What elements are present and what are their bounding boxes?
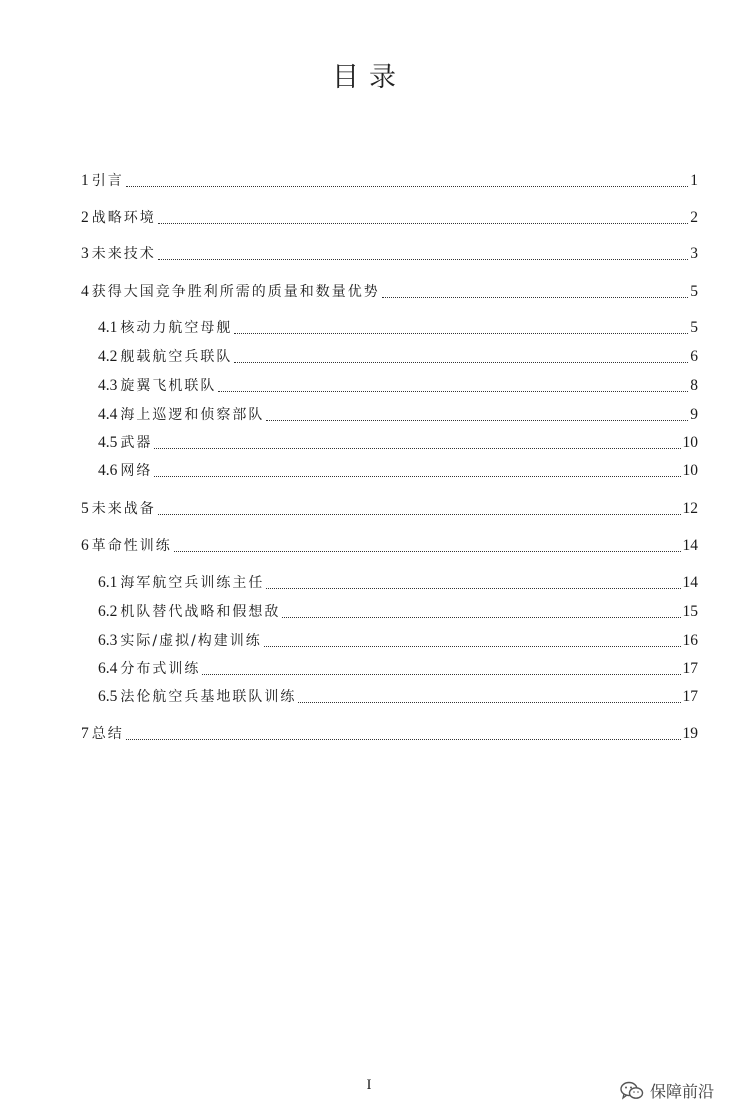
toc-dot-leader (298, 702, 680, 703)
toc-entry-page: 16 (682, 632, 698, 649)
toc-entry-page: 10 (682, 462, 698, 479)
toc-entry-number: 6.1 (98, 574, 118, 591)
toc-entry-number: 6.5 (98, 688, 118, 705)
toc-entry-page: 1 (690, 172, 698, 189)
toc-entry-title: 战略环境 (91, 210, 156, 226)
toc-entry-title: 总结 (91, 726, 124, 742)
toc-entry-number: 2 (81, 209, 89, 226)
toc-entry[interactable] (81, 535, 698, 557)
toc-entry-page: 8 (690, 377, 698, 394)
toc-entry[interactable] (98, 346, 698, 368)
toc-dot-leader (218, 391, 688, 392)
page-title: 目录 (332, 62, 406, 93)
toc-dot-leader (158, 514, 681, 515)
toc-entry[interactable] (81, 243, 698, 265)
toc-entry[interactable] (98, 630, 698, 652)
toc-dot-leader (282, 617, 680, 618)
toc-dot-leader (266, 420, 688, 421)
toc-entry-number: 4.4 (98, 406, 118, 423)
toc-entry[interactable] (98, 601, 698, 623)
wechat-icon (620, 1081, 644, 1101)
toc-dot-leader (174, 551, 681, 552)
toc-entry-title: 核动力航空母舰 (120, 320, 233, 336)
toc-entry-number: 6.4 (98, 660, 118, 677)
toc-entry-page: 17 (682, 660, 698, 677)
toc-entry-title: 海上巡逻和侦察部队 (120, 407, 265, 423)
toc-entry[interactable] (98, 375, 698, 397)
watermark-text: 保障前沿 (649, 1082, 714, 1101)
toc-entry[interactable] (81, 281, 698, 303)
toc-entry-page: 5 (690, 319, 698, 336)
toc-entry-page: 3 (690, 245, 698, 262)
toc-entry-number: 6.3 (98, 632, 118, 649)
toc-entry-title: 网络 (120, 463, 153, 479)
toc-entry-title: 获得大国竞争胜利所需的质量和数量优势 (91, 284, 380, 300)
toc-dot-leader (264, 646, 681, 647)
toc-entry-number: 7 (81, 725, 89, 742)
toc-entry[interactable] (81, 207, 698, 229)
toc-entry-number: 6 (81, 537, 89, 554)
toc-entry-title: 未来技术 (91, 246, 156, 262)
toc-entry-number: 1 (81, 172, 89, 189)
toc-entry-title: 旋翼飞机联队 (120, 378, 217, 394)
toc-entry[interactable] (81, 723, 698, 745)
toc-entry-title: 分布式训练 (120, 661, 201, 677)
toc-entry[interactable] (98, 317, 698, 339)
toc-dot-leader (154, 476, 680, 477)
toc-entry-title: 舰载航空兵联队 (120, 349, 233, 365)
toc-dot-leader (234, 333, 688, 334)
toc-entry[interactable] (81, 170, 698, 192)
toc-entry[interactable] (98, 658, 698, 680)
toc-entry[interactable] (98, 572, 698, 594)
toc-entry[interactable] (98, 460, 698, 482)
toc-entry-page: 17 (682, 688, 698, 705)
toc-entry-number: 4.5 (98, 434, 118, 451)
toc-entry-number: 6.2 (98, 603, 118, 620)
toc-entry-page: 14 (682, 537, 698, 554)
toc-dot-leader (202, 674, 680, 675)
toc-entry[interactable] (98, 432, 698, 454)
toc-entry-page: 10 (682, 434, 698, 451)
toc-entry-title: 机队替代战略和假想敌 (120, 604, 281, 620)
toc-entry-title: 海军航空兵训练主任 (120, 575, 265, 591)
toc-dot-leader (126, 186, 689, 187)
toc-dot-leader (234, 362, 688, 363)
toc-entry-number: 3 (81, 245, 89, 262)
toc-entry[interactable] (98, 686, 698, 708)
toc-entry-page: 5 (690, 283, 698, 300)
toc-entry-page: 2 (690, 209, 698, 226)
toc-entry-page: 12 (682, 500, 698, 517)
toc-entry[interactable] (98, 404, 698, 426)
toc-entry-page: 6 (690, 348, 698, 365)
toc-entry[interactable] (81, 498, 698, 520)
toc-entry-number: 4.2 (98, 348, 118, 365)
toc-entry-title: 革命性训练 (91, 538, 172, 554)
toc-dot-leader (126, 739, 681, 740)
toc-entry-title: 引言 (91, 173, 124, 189)
toc-entry-page: 9 (690, 406, 698, 423)
toc-entry-title: 法伦航空兵基地联队训练 (120, 689, 297, 705)
toc-entry-page: 14 (682, 574, 698, 591)
toc-entry-title: 武器 (120, 435, 153, 451)
toc-entry-page: 15 (682, 603, 698, 620)
toc-entry-title: 未来战备 (91, 501, 156, 517)
toc-entry-page: 19 (682, 725, 698, 742)
toc-dot-leader (158, 259, 689, 260)
watermark (620, 1079, 714, 1102)
toc-entry-number: 4.1 (98, 319, 118, 336)
toc-dot-leader (158, 223, 689, 224)
toc-dot-leader (382, 297, 689, 298)
toc-dot-leader (154, 448, 680, 449)
toc-entry-number: 5 (81, 500, 89, 517)
toc-entry-number: 4.3 (98, 377, 118, 394)
toc-entry-title: 实际/虚拟/构建训练 (120, 633, 262, 649)
page-number: I (366, 1077, 372, 1093)
toc-entry-number: 4 (81, 283, 89, 300)
toc-dot-leader (266, 588, 680, 589)
toc-entry-number: 4.6 (98, 462, 118, 479)
